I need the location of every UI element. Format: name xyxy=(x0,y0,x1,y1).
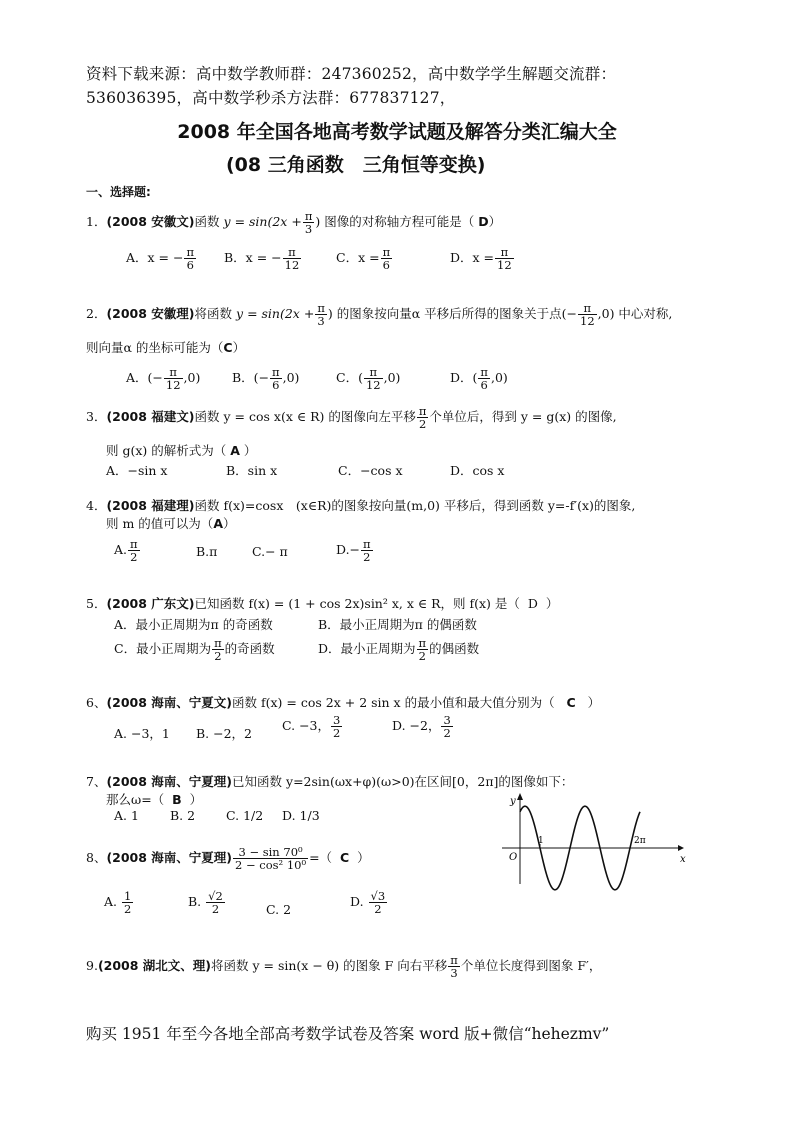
q8-option-a: A. $\frac{1}{2}$ xyxy=(104,889,132,917)
sine-graph xyxy=(500,792,685,886)
q1-option-d: D．x = $\frac{\pi}{12}$ xyxy=(450,245,512,273)
q4-option-a: A. $\frac{\pi}{2}$ xyxy=(114,537,138,565)
question-4-line-2: 则 m 的值可以为（A） xyxy=(106,516,236,531)
q3-answer: A xyxy=(230,443,240,458)
question-5: 5．(2008 广东文)已知函数 f(x) = (1 + cos 2x)sin² x, x ∈ R，则 f(x) 是（ D ） xyxy=(86,596,559,611)
page-title: 2008 年全国各地高考数学试题及解答分类汇编大全 xyxy=(177,121,617,143)
source-line-2: 536036395，高中数学秒杀方法群：677837127， xyxy=(86,89,456,107)
q5-source: (2008 广东文) xyxy=(106,596,195,611)
q6-source: (2008 海南、宁夏文) xyxy=(106,695,233,710)
q8-option-d: D. $\frac{√3}{2}$ xyxy=(350,889,386,917)
question-1: 1．(2008 安徽文)函数 y = sin(2x + $\frac{\pi}{3}$ ) 图像的对称轴方程可能是（ D） xyxy=(86,209,502,237)
question-3-line-2: 则 g(x) 的解析式为（ A ） xyxy=(106,443,257,458)
section-heading: 一、选择题: xyxy=(86,185,151,199)
y-axis-arrow-icon xyxy=(517,793,523,800)
q4-option-b: B.π xyxy=(196,544,218,559)
q6-option-b: B. −2，2 xyxy=(196,726,253,741)
q6-option-a: A. −3，1 xyxy=(114,726,170,741)
q5-option-b: B．最小正周期为π 的偶函数 xyxy=(318,617,477,632)
q1-answer: D xyxy=(478,214,489,230)
q8-option-c: C. 2 xyxy=(266,902,292,917)
question-3: 3．(2008 福建文)函数 y = cos x(x ∈ R) 的图像向左平移 $\frac{\pi}{2}$ 个单位后，得到 y = g(x) 的图像, xyxy=(86,404,617,432)
q1-number: 1． xyxy=(86,214,107,230)
q4-option-d: D.− $\frac{\pi}{2}$ xyxy=(336,537,371,565)
origin-label: O xyxy=(509,852,518,863)
q7-option-b: B. 2 xyxy=(170,808,196,823)
q7-option-c: C. 1/2 xyxy=(226,808,264,823)
q7-source: (2008 海南、宁夏理) xyxy=(106,774,233,789)
question-7-line-2: 那么ω=（ B ） xyxy=(106,792,203,807)
footer-promo: 购买 1951 年至今各地全部高考数学试卷及答案 word 版+微信“hehezmv” xyxy=(86,1025,610,1043)
q5-option-d: D．最小正周期为 $\frac{\pi}{2}$ 的偶函数 xyxy=(318,636,480,664)
q8-option-b: B. $\frac{√2}{2}$ xyxy=(188,889,223,917)
q1-option-a: A．x = − $\frac{\pi}{6}$ xyxy=(126,245,195,273)
q1-option-c: C．x = $\frac{\pi}{6}$ xyxy=(336,245,391,273)
q5-option-c: C．最小正周期为 $\frac{\pi}{2}$ 的奇函数 xyxy=(114,636,275,664)
q2-option-b: B．(− $\frac{\pi}{6}$ ,0) xyxy=(232,365,300,393)
q7-answer: B xyxy=(172,792,182,807)
q9-source: (2008 湖北文、理) xyxy=(97,958,212,974)
q6-answer: C xyxy=(566,695,576,710)
q8-expression: $\frac{\text{3 − sin 70⁰}}{\text{2 − cos² 10⁰}}$ xyxy=(235,845,307,873)
q3-option-b: B．sin x xyxy=(226,463,278,478)
q8-source: (2008 海南、宁夏理) xyxy=(106,850,233,866)
q5-answer: D xyxy=(527,596,538,611)
question-7: 7、(2008 海南、宁夏理)已知函数 y=2sin(ωx+φ)(ω>0)在区间[0，2π]的图像如下： xyxy=(86,774,574,789)
y-axis-label: y xyxy=(510,796,516,807)
q1-text: 函数 xyxy=(194,214,220,230)
q4-option-c: C.− π xyxy=(252,544,288,559)
q2-option-a: A．(− $\frac{\pi}{12}$ ,0) xyxy=(126,365,201,393)
q3-source: (2008 福建文) xyxy=(106,409,195,425)
q1-source: (2008 安徽文) xyxy=(106,214,195,230)
q6-option-c: C. −3， $\frac{3}{2}$ xyxy=(282,713,341,741)
x-axis-label: x xyxy=(680,854,686,865)
q3-option-a: A．−sin x xyxy=(106,463,168,478)
question-2: 2．(2008 安徽理)将函数 y = sin(2x + $\frac{\pi}{3}$ ) 的图象按向量α 平移后所得的图象关于点(− $\frac{\pi}{12}$ ,0) 中心对称, xyxy=(86,301,673,329)
question-8: 8、(2008 海南、宁夏理) $\frac{\text{3 − sin 70⁰}}{\text{2 − cos² 10⁰}}$ =（ C ） xyxy=(86,845,370,873)
q4-source: (2008 福建理) xyxy=(106,498,195,513)
q2-answer: C xyxy=(223,340,233,355)
q6-option-d: D. −2， $\frac{3}{2}$ xyxy=(392,713,451,741)
q1-formula: y = sin(2x + xyxy=(223,214,302,230)
q3-option-c: C．−cos x xyxy=(338,463,403,478)
question-6: 6、(2008 海南、宁夏文)函数 f(x) = cos 2x + 2 sin x 的最小值和最大值分别为（ C ） xyxy=(86,695,601,710)
q2-source: (2008 安徽理) xyxy=(106,306,195,322)
source-line-1: 资料下载来源：高中数学教师群：247360252，高中数学学生解题交流群： xyxy=(86,65,617,83)
q5-option-a: A．最小正周期为π 的奇函数 xyxy=(114,617,273,632)
q7-option-d: D. 1/3 xyxy=(282,808,320,823)
page-subtitle: (08 三角函数 三角恒等变换) xyxy=(226,154,486,176)
q3-option-d: D．cos x xyxy=(450,463,505,478)
q7-option-a: A. 1 xyxy=(114,808,139,823)
q8-answer: C xyxy=(340,850,350,866)
q4-answer: A xyxy=(213,516,223,531)
one-label: 1 xyxy=(538,836,544,846)
q2-option-c: C．( $\frac{\pi}{12}$ ,0) xyxy=(336,365,401,393)
x-axis-arrow-icon xyxy=(678,845,684,851)
two-pi-label: 2π xyxy=(634,836,646,846)
q1-fraction: $\frac{\pi}{3}$ xyxy=(304,209,313,237)
q2-option-d: D．( $\frac{\pi}{6}$ ,0) xyxy=(450,365,508,393)
question-4: 4．(2008 福建理)函数 f(x)=cosx (x∈R)的图象按向量(m,0) 平移后，得到函数 y=-f′(x)的图象, xyxy=(86,498,636,513)
question-9: 9.(2008 湖北文、理)将函数 y = sin(x − θ) 的图象 F 向右平移 $\frac{\pi}{3}$ 个单位长度得到图象 F′， xyxy=(86,953,602,981)
q1-option-b: B．x = − $\frac{\pi}{12}$ xyxy=(224,245,300,273)
q1-text-2: ) 图像的对称轴方程可能是（ xyxy=(315,214,475,230)
question-2-line-2: 则向量α 的坐标可能为（C） xyxy=(86,340,246,355)
